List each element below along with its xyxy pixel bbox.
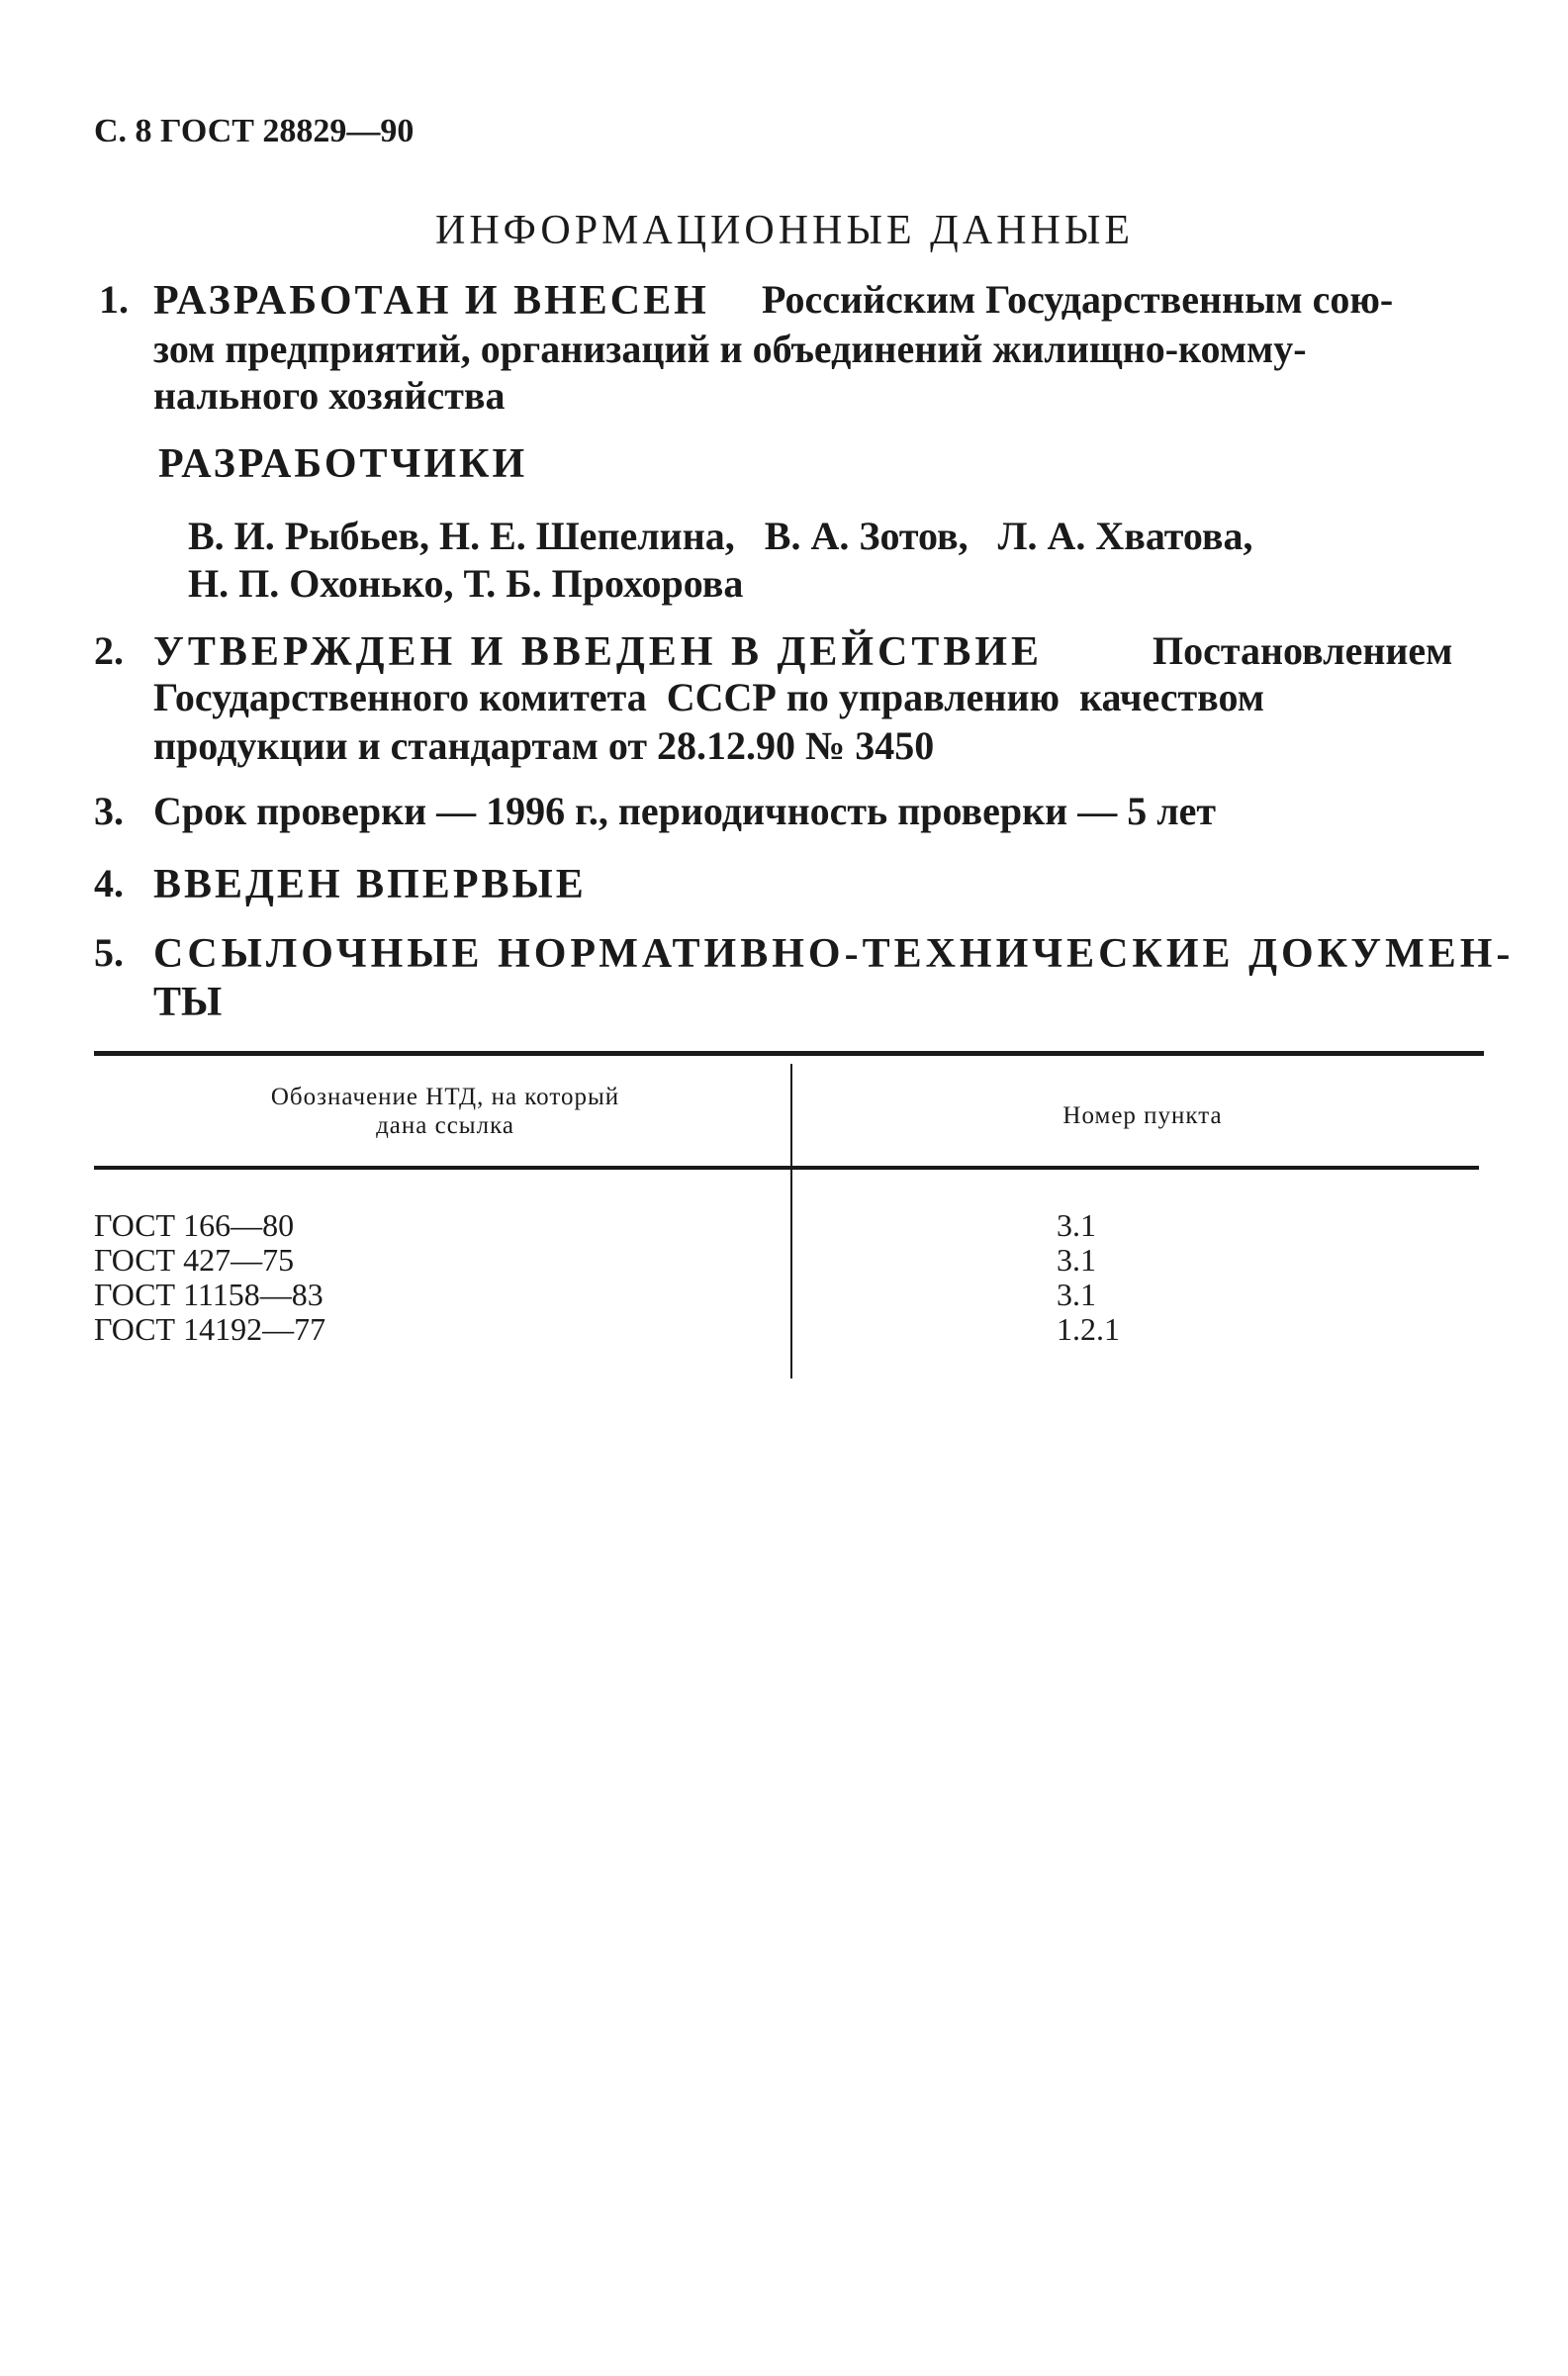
item-4-text: ВВЕДЕН ВПЕРВЫЕ xyxy=(153,862,587,907)
table-header-rule xyxy=(94,1166,1479,1170)
table-header-document-line1: Обозначение НТД, на который xyxy=(270,1084,620,1110)
item-5-line2: ТЫ xyxy=(153,980,223,1025)
table-top-rule xyxy=(94,1051,1484,1056)
table-cell-clause: 3.1 xyxy=(1057,1277,1096,1312)
table-cell-clause: 3.1 xyxy=(1057,1207,1096,1243)
table-cell-clause: 3.1 xyxy=(1057,1242,1096,1278)
item-3-number: 3. xyxy=(94,789,124,833)
developers-line1: В. И. Рыбьев, Н. Е. Шепелина, В. А. Зотов, Л. А. Хватова, xyxy=(188,514,1253,558)
item-2-number: 2. xyxy=(94,628,124,673)
item-1-line1-rest: Российским Государственным сою- xyxy=(762,277,1394,322)
item-1-line2: зом предприятий, организаций и объединений жилищно-комму- xyxy=(153,327,1307,371)
item-2-line2: Государственного комитета СССР по управлению качеством xyxy=(153,675,1264,719)
item-4-number: 4. xyxy=(94,861,124,905)
item-3-text: Срок проверки — 1996 г., периодичность проверки — 5 лет xyxy=(153,789,1217,833)
table-column-divider xyxy=(790,1064,792,1378)
table-header-clause: Номер пункта xyxy=(1062,1102,1223,1129)
item-2-line3: продукции и стандартам от 28.12.90 № 3450 xyxy=(153,723,935,768)
table-row: ГОСТ 427—75 xyxy=(94,1242,295,1278)
section-title: ИНФОРМАЦИОННЫЕ ДАННЫЕ xyxy=(435,208,1135,253)
item-1-lead: РАЗРАБОТАН И ВНЕСЕН xyxy=(153,278,709,324)
item-5-number: 5. xyxy=(94,930,124,975)
item-2-line1-rest: Постановлением xyxy=(1153,628,1453,673)
table-header-document xyxy=(119,1084,772,1141)
table-cell-clause: 1.2.1 xyxy=(1057,1311,1120,1347)
table-row: ГОСТ 11158—83 xyxy=(94,1277,323,1312)
table-row: ГОСТ 14192—77 xyxy=(94,1311,326,1347)
item-2-lead: УТВЕРЖДЕН И ВВЕДЕН В ДЕЙСТВИЕ xyxy=(153,629,1044,675)
developers-heading: РАЗРАБОТЧИКИ xyxy=(158,441,528,487)
item-1-number: 1. xyxy=(99,277,129,322)
developers-line2: Н. П. Охонько, Т. Б. Прохорова xyxy=(188,561,744,606)
item-5-line1: ССЫЛОЧНЫЕ НОРМАТИВНО-ТЕХНИЧЕСКИЕ ДОКУМЕН- xyxy=(153,931,1515,977)
page-header: С. 8 ГОСТ 28829—90 xyxy=(94,113,415,149)
table-header-document-line2: дана ссылка xyxy=(376,1111,514,1139)
table-row: ГОСТ 166—80 xyxy=(94,1207,295,1243)
item-1-line3: нального хозяйства xyxy=(153,373,506,418)
